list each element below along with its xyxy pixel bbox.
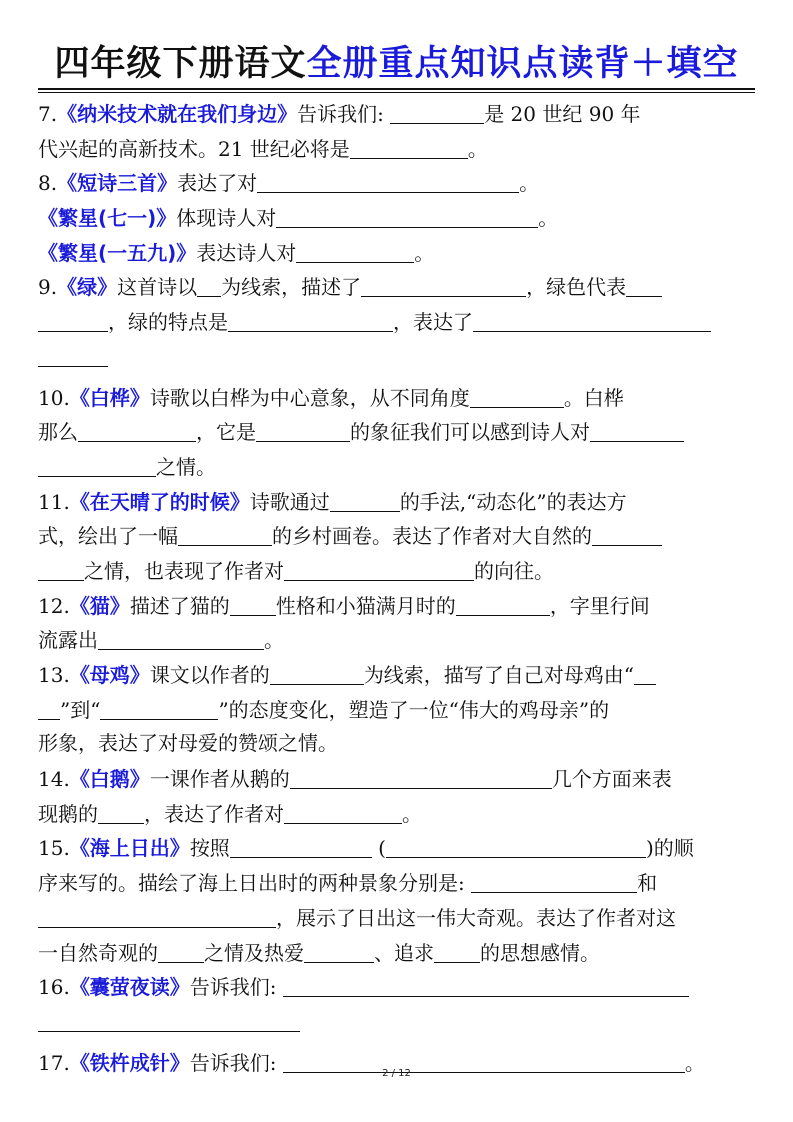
q10-title: 《白桦》: [69, 385, 150, 410]
q15-blank-5[interactable]: [158, 938, 204, 963]
title-rule-thick: [38, 88, 755, 90]
title-rule-thin: [38, 92, 755, 93]
q17-line1: 17.《铁杵成针》告诉我们: 。: [38, 1045, 755, 1080]
q10-line2: 那么 ，它是 的象征我们可以感到诗人对: [38, 414, 755, 449]
q15-line3: ，展示了日出这一伟大奇观。表达了作者对这: [38, 900, 755, 935]
q11-blank-5[interactable]: [284, 556, 474, 581]
q12-blank-3[interactable]: [98, 625, 264, 650]
q15-line2: 序来写的。描绘了海上日出时的两种景象分别是: 和: [38, 865, 755, 900]
q9-blank-4[interactable]: [38, 307, 108, 332]
q11-blank-3[interactable]: [592, 521, 662, 546]
q14-blank-3[interactable]: [284, 799, 402, 824]
q9-line3: [38, 339, 755, 374]
q8c-title: 《繁星(一五九)》: [38, 240, 197, 265]
q14-blank-2[interactable]: [98, 799, 144, 824]
q12-blank-1[interactable]: [230, 591, 276, 616]
q10-line1: 10.《白桦》诗歌以白桦为中心意象，从不同角度 。白桦: [38, 380, 755, 415]
q7-line1: 7.《纳米技术就在我们身边》告诉我们: 是 20 世纪 90 年: [38, 96, 755, 131]
q13-line1: 13.《母鸡》课文以作者的 为线索，描写了自己对母鸡由“: [38, 657, 755, 692]
q11-blank-1[interactable]: [330, 487, 400, 512]
q12-title: 《猫》: [69, 593, 130, 618]
q17-title: 《铁杵成针》: [69, 1050, 190, 1075]
q8c-blank[interactable]: [296, 238, 414, 263]
q10-blank-2[interactable]: [78, 417, 196, 442]
q15-blank-3[interactable]: [471, 868, 637, 893]
q9-blank-3[interactable]: [626, 272, 662, 297]
q16-line1: 16.《囊萤夜读》告诉我们:: [38, 969, 755, 1004]
page-number: 2 / 12: [382, 1068, 411, 1079]
q15-blank-7[interactable]: [434, 938, 480, 963]
q14-line1: 14.《白鹅》一课作者从鹅的 几个方面来表: [38, 761, 755, 796]
q9-line2: ，绿的特点是 ，表达了: [38, 304, 755, 339]
q9-blank-6[interactable]: [473, 307, 711, 332]
q14-blank-1[interactable]: [290, 764, 552, 789]
q10-line3: 之情。: [38, 449, 755, 484]
q15-title: 《海上日出》: [69, 836, 190, 861]
q7-line2: 代兴起的高新技术。21 世纪必将是 。: [38, 131, 755, 166]
q9-blank-7[interactable]: [38, 342, 108, 367]
q9-title: 《绿》: [57, 275, 118, 300]
q13-line2: ”到“ ”的态度变化，塑造了一位“伟大的鸡母亲”的: [38, 692, 755, 727]
q12-line1: 12.《猫》描述了猫的 性格和小猫满月时的 ，字里行间: [38, 588, 755, 623]
q15-blank-2[interactable]: [386, 833, 646, 858]
q10-blank-4[interactable]: [590, 417, 684, 442]
q8c-line: 《繁星(一五九)》表达诗人对 。: [38, 235, 755, 270]
q15-line1: 15.《海上日出》按照 ( )的顺: [38, 830, 755, 865]
q15-line4: 一自然奇观的 之情及热爱 、追求 的思想感情。: [38, 935, 755, 970]
q9-blank-2[interactable]: [361, 272, 526, 297]
q12-blank-2[interactable]: [456, 591, 550, 616]
q9-blank-5[interactable]: [228, 307, 393, 332]
q13-blank-3[interactable]: [38, 695, 60, 720]
worksheet-body: [38, 96, 755, 1079]
q7-blank-1[interactable]: [390, 99, 484, 124]
q13-blank-2[interactable]: [634, 660, 656, 685]
q11-line3: 之情，也表现了作者对 的向往。: [38, 553, 755, 588]
q15-blank-6[interactable]: [304, 938, 374, 963]
q11-blank-4[interactable]: [38, 556, 84, 581]
q13-blank-4[interactable]: [100, 695, 218, 720]
q9-line1: 9.《绿》这首诗以 为线索，描述了 ，绿色代表: [38, 269, 755, 304]
q13-line3: 形象，表达了对母爱的赞颂之情。: [38, 731, 338, 756]
q11-line2: 式，绘出了一幅 的乡村画卷。表达了作者对大自然的: [38, 518, 755, 553]
q12-line2: 流露出 。: [38, 622, 755, 657]
q15-blank-1[interactable]: [230, 833, 372, 858]
q13-title: 《母鸡》: [69, 663, 150, 687]
q11-line1: 11.《在天晴了的时候》诗歌通过 的手法,“动态化”的表达方: [38, 484, 755, 519]
page-title: [0, 40, 793, 88]
title-part-blue: 全册重点知识点读背＋填空: [306, 44, 739, 84]
q14-line2: 现鹅的 ，表达了作者对 。: [38, 796, 755, 831]
q15-blank-4[interactable]: [38, 903, 276, 928]
title-part-black: 四年级下册语文: [54, 44, 307, 84]
q14-title: 《白鹅》: [69, 767, 150, 792]
q8-line1: 8.《短诗三首》表达了对 。: [38, 165, 755, 200]
q8b-line: 《繁星(七一)》体现诗人对 。: [38, 200, 755, 235]
q10-blank-3[interactable]: [256, 417, 350, 442]
q10-blank-5[interactable]: [38, 452, 156, 477]
q8b-blank[interactable]: [276, 203, 538, 228]
q8b-title: 《繁星(七一)》: [38, 206, 177, 231]
q7-blank-2[interactable]: [350, 134, 468, 159]
q11-title: 《在天晴了的时候》: [69, 489, 250, 514]
q9-blank-1[interactable]: [197, 272, 221, 297]
q16-blank-1[interactable]: [283, 972, 689, 997]
q7-title: 《纳米技术就在我们身边》: [57, 102, 298, 126]
q16-line2: [38, 1004, 755, 1039]
q11-blank-2[interactable]: [178, 521, 272, 546]
q8-blank-1[interactable]: [257, 168, 519, 193]
q16-blank-2[interactable]: [38, 1007, 300, 1032]
q13-blank-1[interactable]: [270, 660, 364, 685]
q10-blank-1[interactable]: [470, 383, 564, 408]
q8-title: 《短诗三首》: [57, 171, 178, 196]
q16-title: 《囊萤夜读》: [69, 975, 190, 1000]
